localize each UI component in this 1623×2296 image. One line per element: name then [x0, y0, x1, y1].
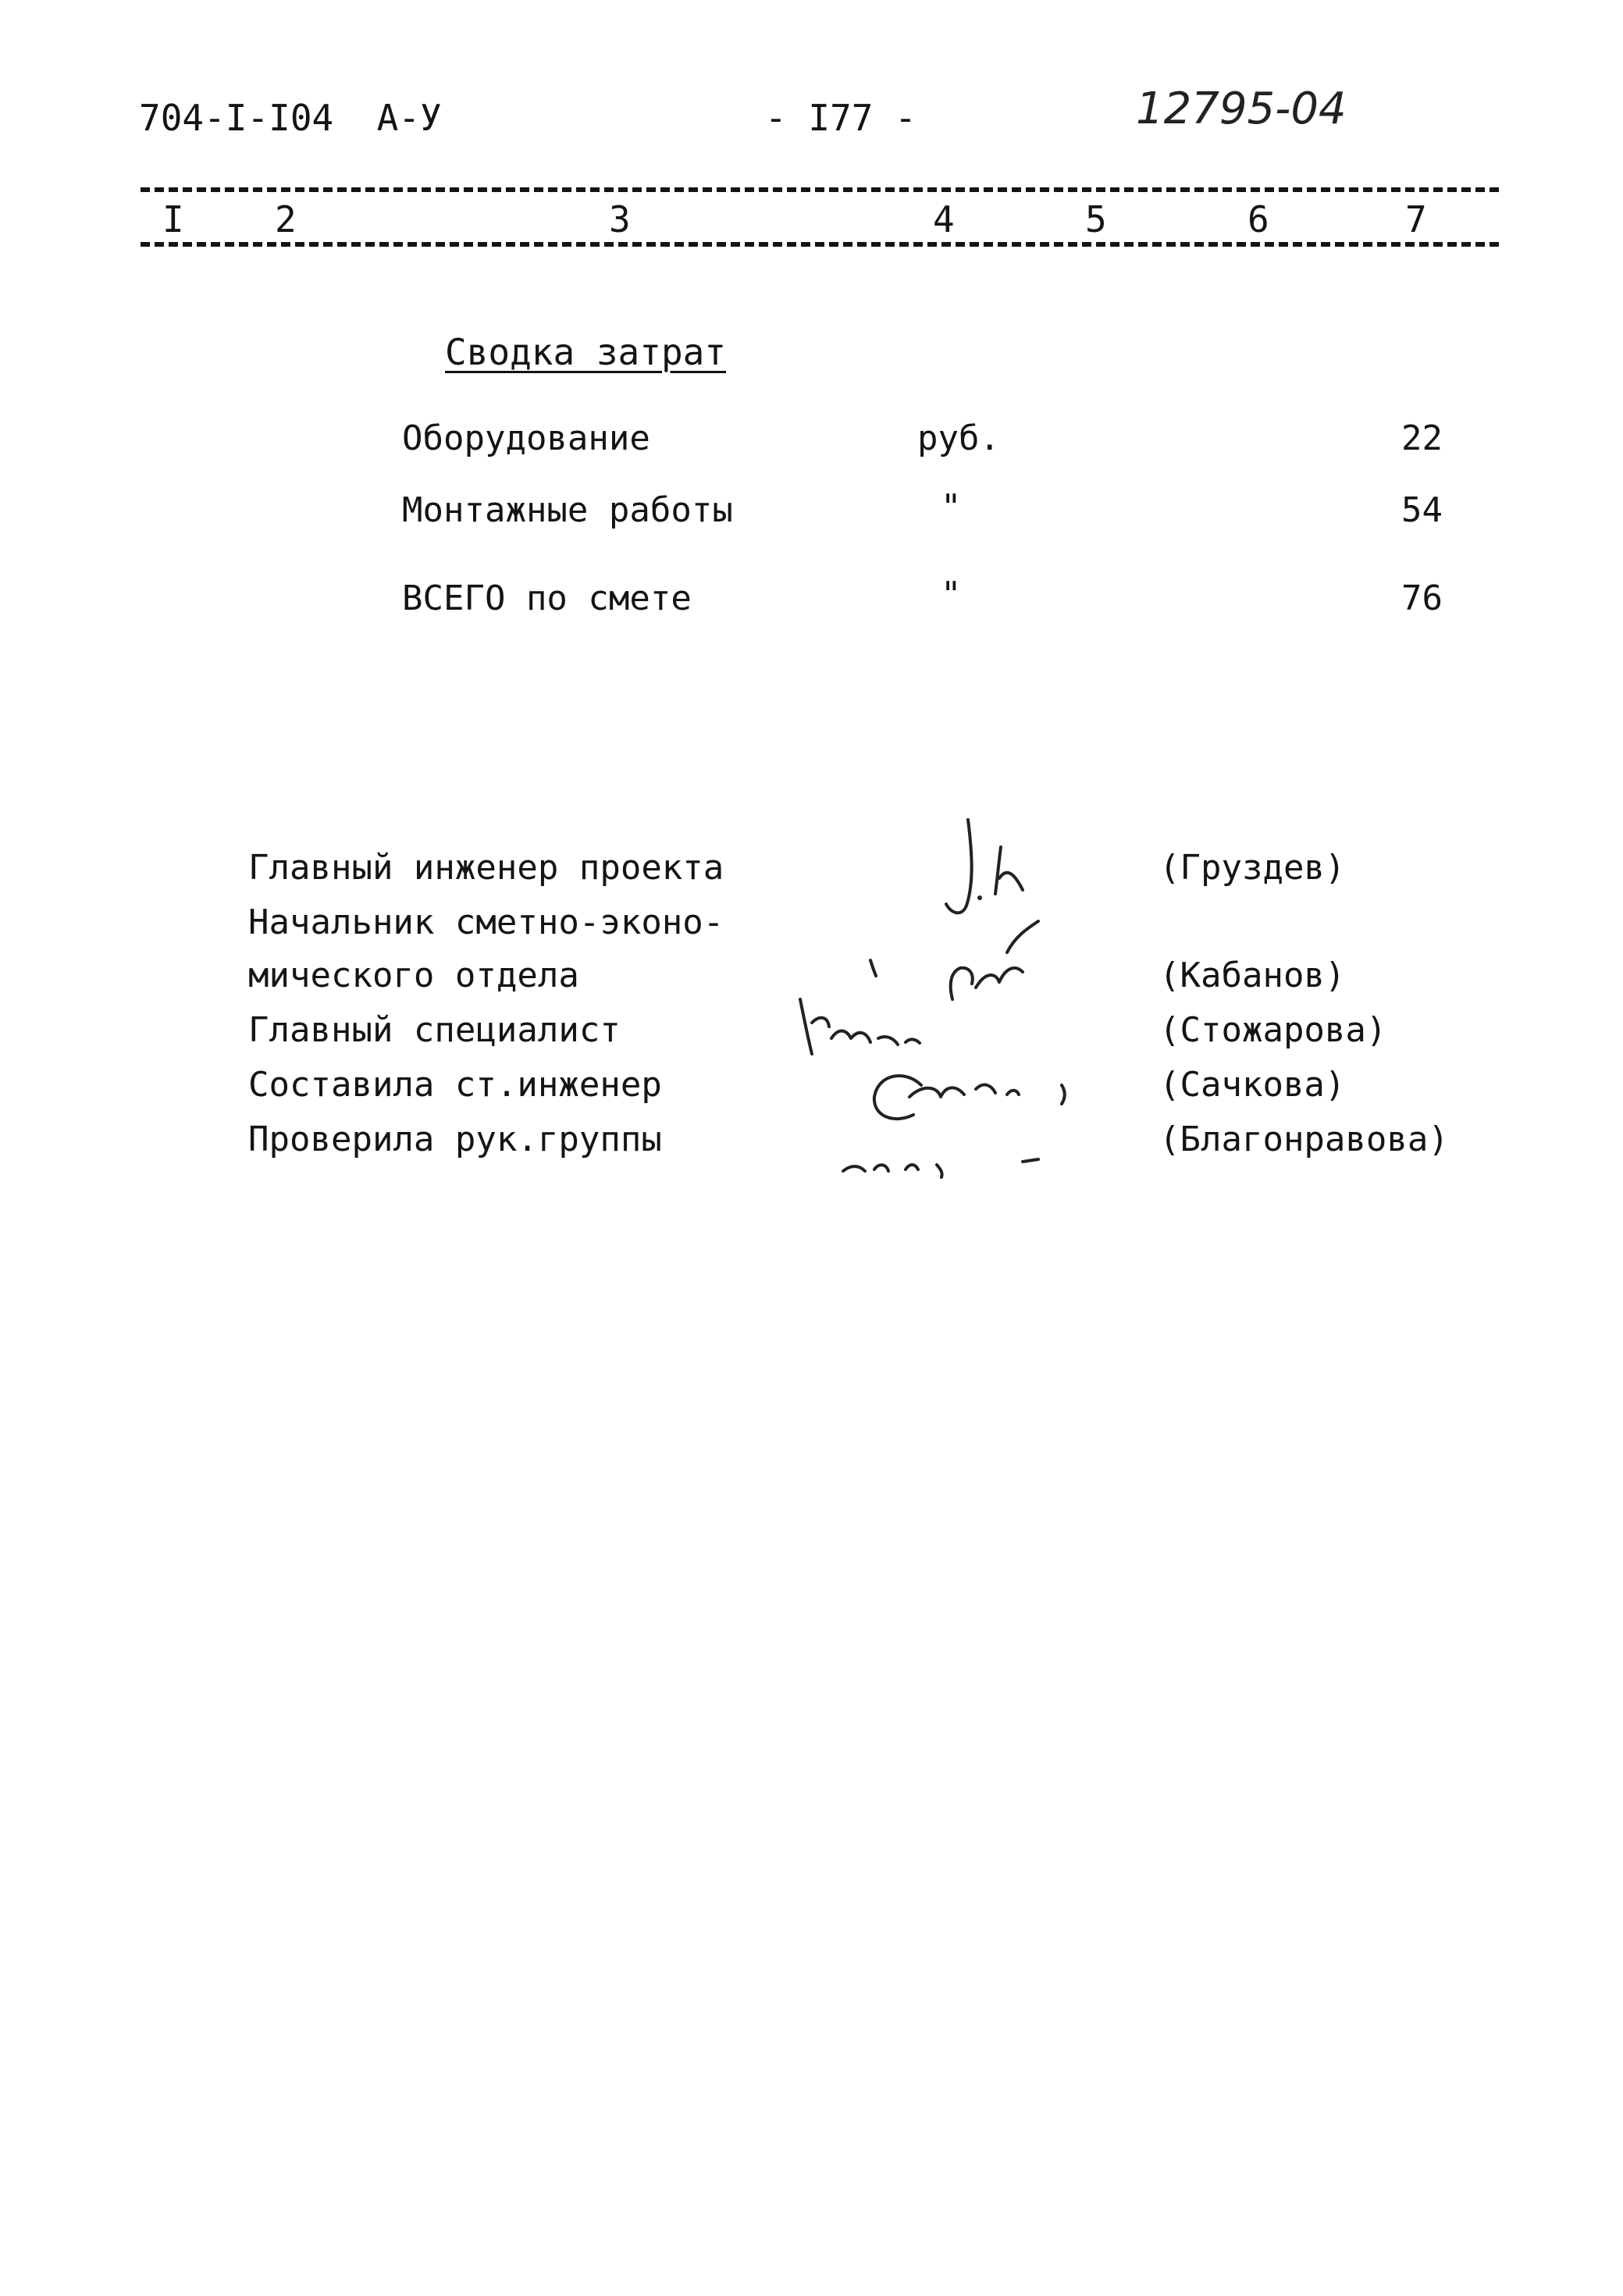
signature-role: Главный инженер проекта	[248, 848, 724, 888]
signature-role: Начальник сметно-эконо-	[248, 902, 724, 942]
handwritten-signatures	[742, 804, 1179, 1210]
column-number-2: 2	[275, 198, 297, 240]
column-number-4: 4	[933, 198, 955, 240]
summary-row-unit: руб.	[917, 418, 1000, 458]
summary-row-label: Монтажные работы	[402, 490, 733, 530]
column-number-6: 6	[1248, 198, 1269, 240]
summary-row-label: Оборудование	[402, 418, 650, 458]
summary-row-value: 54	[1401, 490, 1443, 530]
column-number-3: 3	[609, 198, 631, 240]
column-number-5: 5	[1085, 198, 1107, 240]
summary-row-unit: "	[941, 575, 962, 614]
summary-row-value: 22	[1401, 418, 1443, 458]
dashed-rule-bottom	[141, 242, 1499, 247]
summary-row-unit: "	[941, 487, 962, 527]
signature-role: Главный специалист	[248, 1010, 621, 1050]
signature-role: мического отдела	[248, 956, 579, 995]
summary-title: Сводка затрат	[445, 331, 727, 373]
signature-name: (Сачкова)	[1159, 1065, 1346, 1105]
archive-number: 12795-04	[1136, 84, 1347, 134]
signature-name: (Благонравова)	[1159, 1120, 1449, 1159]
signature-name: (Кабанов)	[1159, 956, 1346, 995]
summary-row-label: ВСЕГО по смете	[402, 578, 692, 618]
column-number-1: I	[162, 198, 184, 240]
signature-role: Составила ст.инженер	[248, 1065, 662, 1105]
document-code: 704-I-I04 А-У	[139, 97, 442, 139]
signature-name: (Стожарова)	[1159, 1010, 1387, 1050]
signature-role: Проверила рук.группы	[248, 1120, 662, 1159]
signature-name: (Груздев)	[1159, 848, 1346, 888]
page-number: - I77 -	[765, 97, 916, 139]
summary-row-value: 76	[1401, 578, 1443, 618]
column-number-7: 7	[1405, 198, 1427, 240]
dashed-rule-top	[141, 187, 1499, 192]
